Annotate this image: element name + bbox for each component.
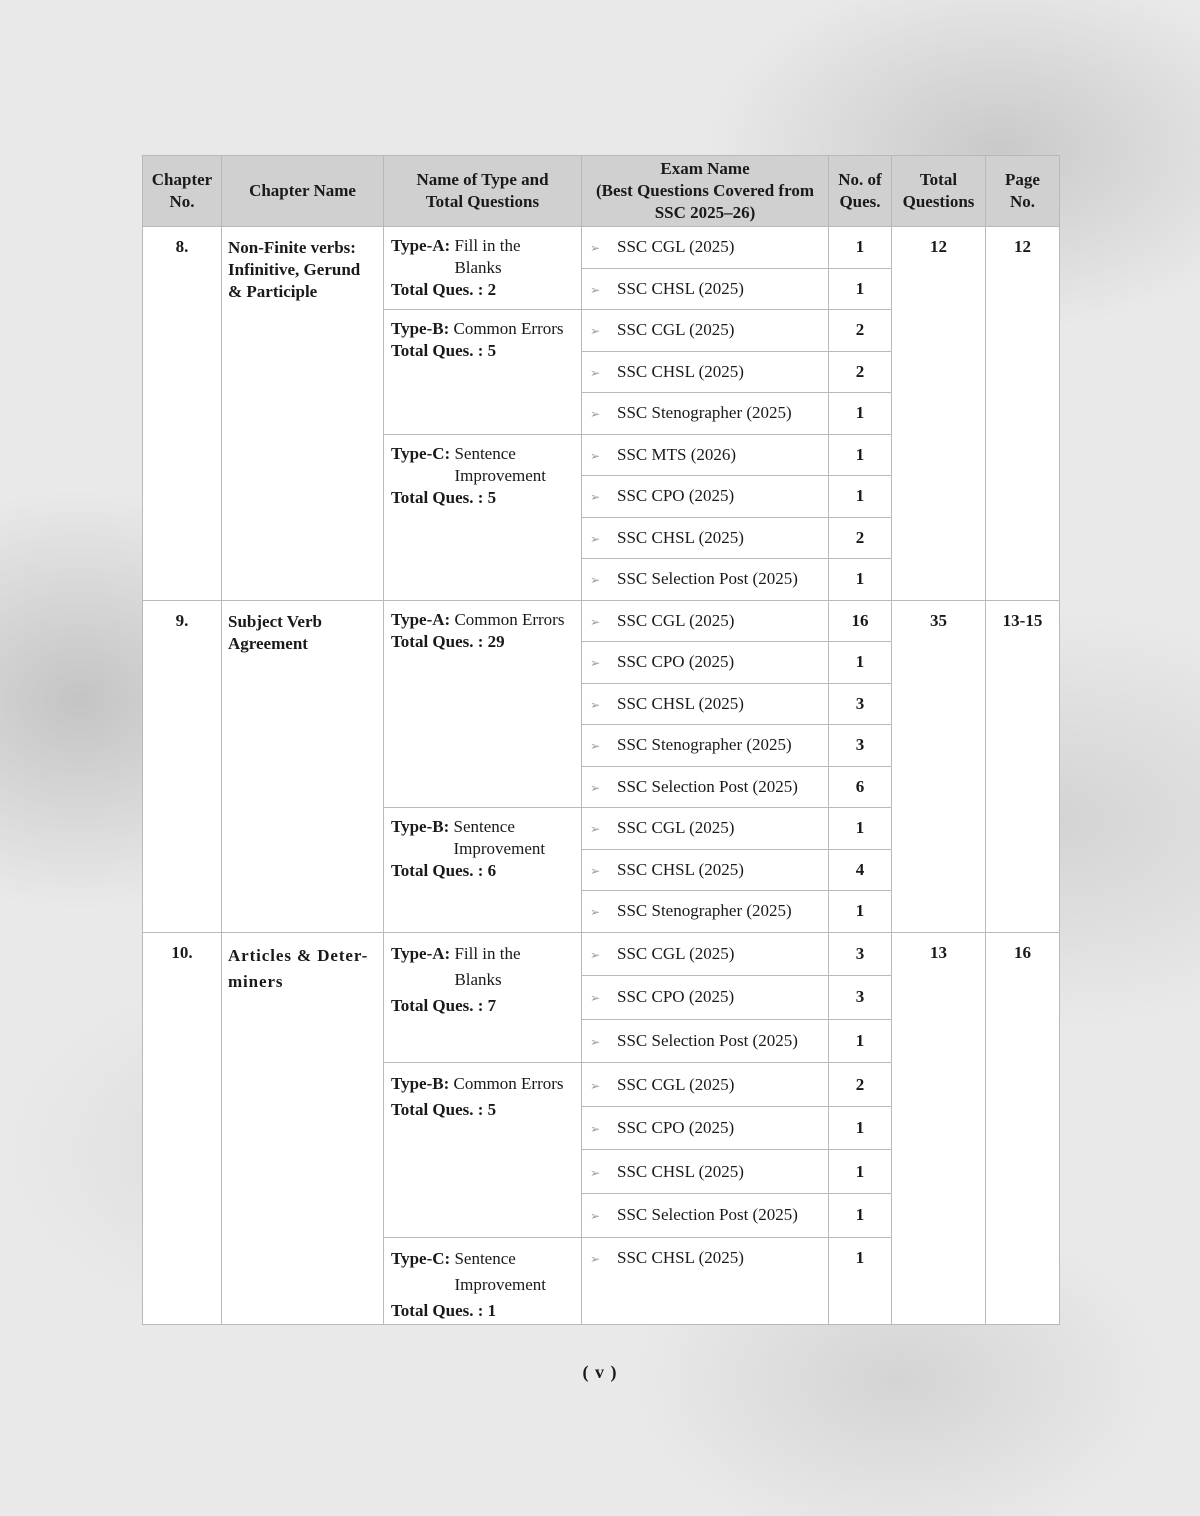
header-exam-line-1: Exam Name	[660, 159, 750, 178]
type-description-line: Sentence	[453, 817, 515, 836]
exam-name	[582, 976, 829, 1020]
exam-label: SSC CHSL (2025)	[617, 527, 744, 547]
header-exam-line-3: SSC 2025–26)	[654, 203, 756, 222]
ques-count: 2	[829, 517, 892, 559]
exam-name	[582, 1019, 829, 1063]
total-questions: 13	[892, 932, 986, 1324]
exam-name	[582, 849, 829, 891]
type-cell	[384, 1063, 582, 1237]
ques-count: 2	[829, 351, 892, 393]
type-label: Type-B:	[391, 817, 450, 836]
type-description-line: Fill in the	[454, 943, 521, 963]
bullet-arrow-icon: ➢	[590, 1251, 601, 1266]
exam-name	[582, 766, 829, 808]
chapter-no: 10.	[143, 932, 222, 1324]
chapter-no: 9.	[143, 600, 222, 932]
page-no: 16	[986, 932, 1060, 1324]
bullet-arrow-icon: ➢	[590, 614, 601, 629]
ques-count: 1	[829, 1194, 892, 1238]
ques-count: 1	[829, 1237, 892, 1324]
exam-name	[582, 1106, 829, 1150]
ques-count: 2	[829, 1063, 892, 1107]
type-label: Type-A:	[391, 236, 451, 255]
ques-count: 16	[829, 600, 892, 642]
type-total: Total Ques. : 5	[391, 487, 497, 507]
bullet-arrow-icon: ➢	[590, 490, 601, 505]
exam-name	[582, 932, 829, 976]
header-row	[143, 156, 1060, 227]
type-description	[454, 609, 564, 631]
ques-count: 1	[829, 1106, 892, 1150]
type-label: Type-B:	[391, 1074, 450, 1094]
exam-label: SSC CHSL (2025)	[617, 693, 744, 713]
ques-count: 6	[829, 766, 892, 808]
type-description-line: Common Errors	[453, 319, 564, 338]
exam-label: SSC Stenographer (2025)	[617, 403, 792, 423]
type-description	[454, 1246, 546, 1298]
chapter-name: Articles & Deter- miners	[222, 932, 384, 1324]
exam-name	[582, 227, 829, 269]
header-total	[892, 156, 986, 227]
exam-name	[582, 808, 829, 850]
exam-name	[582, 351, 829, 393]
type-cell	[384, 808, 582, 933]
type-description-line: Improvement	[453, 839, 546, 858]
exam-label: SSC CPO (2025)	[617, 1118, 735, 1138]
bullet-arrow-icon: ➢	[590, 1034, 601, 1049]
header-page-line-1: Page	[1005, 170, 1040, 189]
exam-name	[582, 1237, 829, 1324]
type-description-line: Sentence	[454, 1248, 516, 1268]
type-description	[454, 235, 520, 279]
type-description-line: Blanks	[454, 258, 502, 277]
header-chapter-name: Chapter Name	[222, 156, 384, 227]
header-total-line-1: Total	[919, 170, 958, 189]
type-total: Total Ques. : 1	[391, 1300, 497, 1320]
header-ques-line-1: No. of	[838, 170, 882, 189]
header-total-line-2: Questions	[902, 192, 975, 211]
exam-label: SSC CGL (2025)	[617, 237, 735, 257]
exam-label: SSC Stenographer (2025)	[617, 735, 792, 755]
header-exam	[582, 156, 829, 227]
type-label: Type-A:	[391, 609, 451, 629]
total-questions: 35	[892, 600, 986, 932]
type-total: Total Ques. : 29	[391, 631, 505, 651]
bullet-arrow-icon: ➢	[590, 448, 601, 463]
exam-label: SSC MTS (2026)	[617, 444, 737, 464]
bullet-arrow-icon: ➢	[590, 282, 601, 297]
ques-count: 1	[829, 642, 892, 684]
exam-label: SSC CPO (2025)	[617, 987, 735, 1007]
type-cell	[384, 600, 582, 808]
ques-count: 1	[829, 1019, 892, 1063]
exam-label: SSC Selection Post (2025)	[617, 569, 798, 589]
bullet-arrow-icon: ➢	[590, 531, 601, 546]
exam-label: SSC CHSL (2025)	[617, 278, 744, 298]
header-type	[384, 156, 582, 227]
header-chapter-no-line-2: No.	[169, 192, 195, 211]
bullet-arrow-icon: ➢	[590, 1165, 601, 1180]
exam-name	[582, 891, 829, 933]
type-cell	[384, 434, 582, 600]
type-description	[454, 318, 564, 340]
type-cell	[384, 932, 582, 1063]
exam-label: SSC CGL (2025)	[617, 320, 735, 340]
bullet-arrow-icon: ➢	[590, 1078, 601, 1093]
page-number: ( v )	[582, 1362, 618, 1382]
type-description	[454, 816, 546, 860]
type-label: Type-A:	[391, 943, 451, 963]
exam-label: SSC Selection Post (2025)	[617, 776, 798, 796]
table-row	[143, 932, 1060, 976]
ques-count: 1	[829, 1150, 892, 1194]
type-description-line: Common Errors	[454, 609, 565, 629]
header-page	[986, 156, 1060, 227]
exam-label: SSC CPO (2025)	[617, 652, 735, 672]
bullet-arrow-icon: ➢	[590, 573, 601, 588]
header-exam-line-2: (Best Questions Covered from	[596, 181, 814, 200]
type-total: Total Ques. : 2	[391, 280, 497, 299]
chapter-name: Subject Verb Agreement	[222, 600, 384, 932]
header-page-line-2: No.	[1009, 192, 1036, 211]
type-total: Total Ques. : 7	[391, 995, 497, 1015]
exam-label: SSC Selection Post (2025)	[617, 1030, 798, 1050]
type-total: Total Ques. : 5	[391, 1100, 497, 1120]
bullet-arrow-icon: ➢	[590, 1122, 601, 1137]
type-description-line: Sentence	[454, 443, 516, 463]
ques-count: 3	[829, 683, 892, 725]
ques-count: 1	[829, 808, 892, 850]
bullet-arrow-icon: ➢	[590, 324, 601, 339]
contents-table	[142, 155, 1060, 1325]
type-description	[454, 941, 520, 993]
exam-label: SSC Selection Post (2025)	[617, 1205, 798, 1225]
ques-count: 1	[829, 227, 892, 269]
exam-name	[582, 1063, 829, 1107]
header-chapter-no-line-1: Chapter	[151, 170, 213, 189]
ques-count: 2	[829, 310, 892, 352]
exam-label: SSC CGL (2025)	[617, 818, 735, 838]
page-no: 12	[986, 227, 1060, 601]
type-cell	[384, 227, 582, 310]
ques-count: 1	[829, 434, 892, 476]
bullet-arrow-icon: ➢	[590, 1209, 601, 1224]
exam-name	[582, 1150, 829, 1194]
type-cell	[384, 310, 582, 435]
type-cell	[384, 1237, 582, 1324]
exam-name	[582, 642, 829, 684]
bullet-arrow-icon: ➢	[590, 905, 601, 920]
bullet-arrow-icon: ➢	[590, 991, 601, 1006]
bullet-arrow-icon: ➢	[590, 739, 601, 754]
type-label: Type-C:	[391, 1248, 451, 1268]
exam-name	[582, 559, 829, 601]
exam-name	[582, 476, 829, 518]
exam-label: SSC CGL (2025)	[617, 1074, 735, 1094]
type-description	[454, 443, 546, 487]
bullet-arrow-icon: ➢	[590, 407, 601, 422]
type-description-line: Common Errors	[453, 1074, 564, 1094]
type-description-line: Improvement	[454, 1274, 547, 1294]
bullet-arrow-icon: ➢	[590, 822, 601, 837]
bullet-arrow-icon: ➢	[590, 947, 601, 962]
exam-name	[582, 393, 829, 435]
header-chapter-no	[143, 156, 222, 227]
type-description-line: Improvement	[454, 465, 547, 485]
ques-count: 1	[829, 393, 892, 435]
ques-count: 3	[829, 932, 892, 976]
exam-label: SSC CHSL (2025)	[617, 1161, 744, 1181]
ques-count: 3	[829, 976, 892, 1020]
header-ques-line-2: Ques.	[839, 192, 881, 211]
exam-name	[582, 310, 829, 352]
exam-name	[582, 600, 829, 642]
table-header	[143, 156, 1060, 227]
chapter-no: 8.	[143, 227, 222, 601]
exam-label: SSC CPO (2025)	[617, 486, 735, 506]
ques-count: 1	[829, 268, 892, 310]
table-row	[143, 600, 1060, 642]
type-description-line: Blanks	[454, 969, 502, 989]
type-label: Type-C:	[391, 443, 451, 463]
type-label: Type-B:	[391, 319, 450, 338]
bullet-arrow-icon: ➢	[590, 365, 601, 380]
ques-count: 4	[829, 849, 892, 891]
type-description-line: Fill in the	[454, 236, 521, 255]
ques-count: 1	[829, 891, 892, 933]
header-type-line-1: Name of Type and	[416, 170, 549, 189]
bullet-arrow-icon: ➢	[590, 697, 601, 712]
bullet-arrow-icon: ➢	[590, 780, 601, 795]
type-total: Total Ques. : 5	[391, 341, 497, 360]
bullet-arrow-icon: ➢	[590, 863, 601, 878]
header-type-line-2: Total Questions	[425, 192, 540, 211]
exam-label: SSC CHSL (2025)	[617, 361, 744, 381]
ques-count: 3	[829, 725, 892, 767]
bullet-arrow-icon: ➢	[590, 241, 601, 256]
exam-label: SSC CHSL (2025)	[617, 1247, 744, 1267]
page-no: 13-15	[986, 600, 1060, 932]
header-ques	[829, 156, 892, 227]
exam-name	[582, 434, 829, 476]
ques-count: 1	[829, 476, 892, 518]
chapter-name: Non-Finite verbs: Infinitive, Gerund & Participle	[222, 227, 384, 601]
exam-name	[582, 725, 829, 767]
exam-name	[582, 517, 829, 559]
exam-name	[582, 683, 829, 725]
bullet-arrow-icon: ➢	[590, 656, 601, 671]
exam-label: SSC CHSL (2025)	[617, 859, 744, 879]
type-description	[454, 1071, 564, 1097]
ques-count: 1	[829, 559, 892, 601]
total-questions: 12	[892, 227, 986, 601]
exam-name	[582, 1194, 829, 1238]
table-row	[143, 227, 1060, 269]
exam-name	[582, 268, 829, 310]
exam-label: SSC CGL (2025)	[617, 943, 735, 963]
exam-label: SSC CGL (2025)	[617, 610, 735, 630]
type-total: Total Ques. : 6	[391, 861, 497, 880]
table-body	[143, 227, 1060, 1325]
exam-label: SSC Stenographer (2025)	[617, 901, 792, 921]
